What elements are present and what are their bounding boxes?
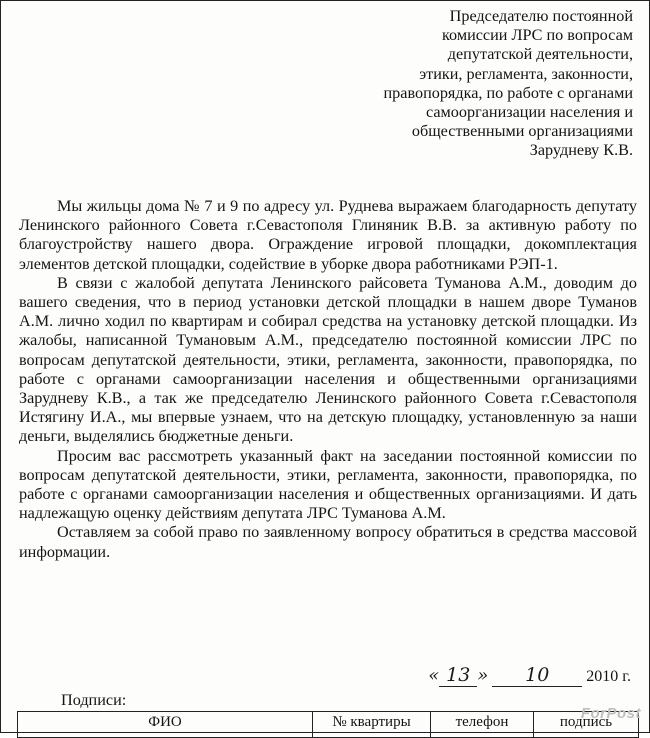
addressee-line: комиссии ЛРС по вопросам (442, 26, 633, 45)
paragraph-gratitude: Мы жильцы дома № 7 и 9 по адресу ул. Руднева выражаем благодарность депутату Ленинского районного Совета г.Севастополя Глиняник В.В. за активную работу по благоустройству нашего двора. Ограждение игровой площадки, докомплектация элементов детской площадки, содействие в уборке двора работниками РЭП-1. (19, 197, 637, 273)
paragraph-complaint: В связи с жалобой депутата Ленинского райсовета Туманова А.М., доводим до вашего сведения, что в период установки детской площадки в нашем дворе Туманов А.М. лично ходил по квартирам и собирал средства на установку детской площадки. Из жалобы, написанной Тумановым А.М., председателю постоянной комиссии ЛРС по вопросам депутатской деятельности, этики, регламента, законности, правопорядка, по работе с органами самоорганизации населения и общественными организациями Зарудневу К.В., а так же председателю Ленинского районного Совета г.Севастополя Истягину И.А., мы впервые узнаем, что на детскую площадку, установленную за наши деньги, выделялись бюджетные деньги. (19, 273, 637, 446)
addressee-line: правопорядка, по работе с органами (383, 83, 633, 102)
signatures-table (17, 711, 639, 738)
column-header-signature: подпись (534, 712, 639, 738)
signatures-header-row (18, 712, 639, 738)
column-header-name: ФИО (18, 712, 313, 738)
addressee-block (303, 7, 633, 161)
addressee-line: этики, регламента, законности, (419, 64, 633, 83)
date-close-quote: » (477, 665, 489, 686)
signatures-label: Подписи: (61, 691, 127, 709)
letter-body (19, 197, 637, 562)
date-month: 10 (492, 664, 582, 687)
addressee-line: общественными организациями (411, 122, 633, 141)
watermark-logo: ForPost (580, 705, 641, 722)
paragraph-media: Оставляем за собой право по заявленному вопросу обратиться в средства массовой информации. (19, 523, 637, 561)
date-day: 13 (439, 664, 477, 687)
date-year: 2010 г. (586, 668, 631, 685)
date-open-quote: « (428, 665, 440, 686)
paragraph-request: Просим вас рассмотреть указанный факт на заседании постоянной комиссии по вопросам депутатской деятельности, этики, регламента, законности, правопорядка, по работе с органами самоорганизации населения и общественных организациями. И дать надлежащую оценку действиям депутата ЛРС Туманова А.М. (19, 446, 637, 523)
addressee-line: самоорганизации населения и (425, 103, 633, 122)
addressee-line: депутатской деятельности, (447, 45, 633, 64)
column-header-apartment: № квартиры (313, 712, 431, 738)
column-header-phone: телефон (431, 712, 534, 738)
letter-date (428, 664, 631, 687)
addressee-line: Председателю постоянной (449, 7, 633, 25)
addressee-name: Зарудневу К.В. (529, 141, 633, 160)
